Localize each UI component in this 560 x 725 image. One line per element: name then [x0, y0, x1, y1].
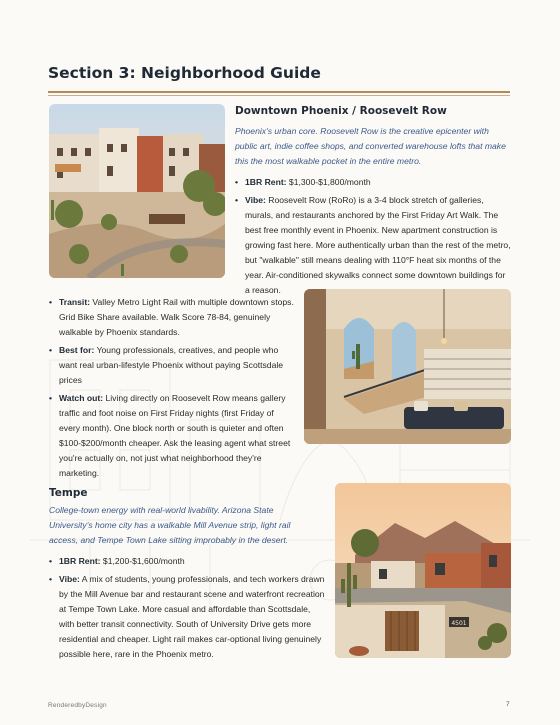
item-text: Young professionals, creatives, and people who want real urban-lifestyle Phoenix without paying Scottsdale prices — [59, 345, 284, 385]
section-rule — [48, 91, 510, 93]
page-number: 7 — [506, 701, 510, 708]
item-label: Watch out: — [59, 393, 104, 403]
item-text: Living directly on Roosevelt Row means gallery traffic and foot noise on First Friday nights (first Friday of every month). One block north or south is quieter and often $100-$200/month cheaper. Ask the leasing agent what street you're actually on, not just what neighborhood they're marketing. — [59, 393, 291, 478]
tempe-details-list — [49, 554, 325, 665]
item-text: Roosevelt Row (RoRo) is a 3-4 block stretch of galleries, murals, and restaurants anchored by the First Friday Art Walk. The best free monthly event in Phoenix. New apartment construction is growing fast here. More authentically urban than the rest of the metro, but "walkable" still means dealing with 110°F heat six months of the year. Air-conditioned skywalks connect some downtown buildings for a reason. — [245, 195, 511, 295]
item-label: Vibe: — [245, 195, 266, 205]
section-rule-thin — [48, 95, 510, 96]
item-text: A mix of students, young professionals, and tech workers drawn by the Mill Avenue bar and restaurant scene and waterfront recreation at Tempe Town Lake. More casual and affordable than Scottsdale, with better transit connectivity. South of University Drive gets more residential and cheaper. Light rail makes car-optional living genuinely possible here, rare in the Phoenix metro. — [59, 574, 325, 659]
item-label: Transit: — [59, 297, 91, 307]
footer-brand: RenderedbyDesign — [48, 702, 107, 709]
tempe-heading: Tempe — [49, 487, 88, 499]
tempe-photo — [335, 483, 511, 658]
item-label: Vibe: — [59, 574, 80, 584]
downtown-intro: Phoenix's urban core. Roosevelt Row is the creative epicenter with public art, indie coffee shops, and converted warehouse lofts that make this the most walkable pocket in the entire metro. — [235, 126, 506, 166]
list-item — [49, 572, 325, 662]
list-item — [49, 343, 297, 388]
downtown-heading: Downtown Phoenix / Roosevelt Row — [235, 105, 447, 117]
house-number-plate: 4501 — [451, 620, 467, 627]
item-label: 1BR Rent: — [59, 556, 101, 566]
item-label: Best for: — [59, 345, 95, 355]
item-label: 1BR Rent: — [245, 177, 287, 187]
item-text: $1,200-$1,600/month — [100, 556, 185, 566]
item-text: Valley Metro Light Rail with multiple downtown stops. Grid Bike Share available. Walk Score 78-84, genuinely walkable by Phoenix standards. — [59, 297, 294, 337]
downtown-details-list — [235, 175, 511, 301]
tempe-intro: College-town energy with real-world livability. Arizona State University's home city has a walkable Mill Avenue strip, light rail access, and Tempe Town Lake sitting improbably in the desert. — [49, 505, 291, 545]
downtown-photo — [49, 104, 225, 278]
list-item — [235, 175, 511, 190]
list-item — [49, 295, 297, 340]
list-item — [49, 554, 325, 569]
section-title: Section 3: Neighborhood Guide — [48, 64, 321, 82]
list-item — [235, 193, 511, 298]
item-text: $1,300-$1,800/month — [286, 177, 371, 187]
interior-photo — [304, 289, 511, 444]
downtown-details-list-continued — [49, 295, 297, 484]
list-item — [49, 391, 297, 481]
